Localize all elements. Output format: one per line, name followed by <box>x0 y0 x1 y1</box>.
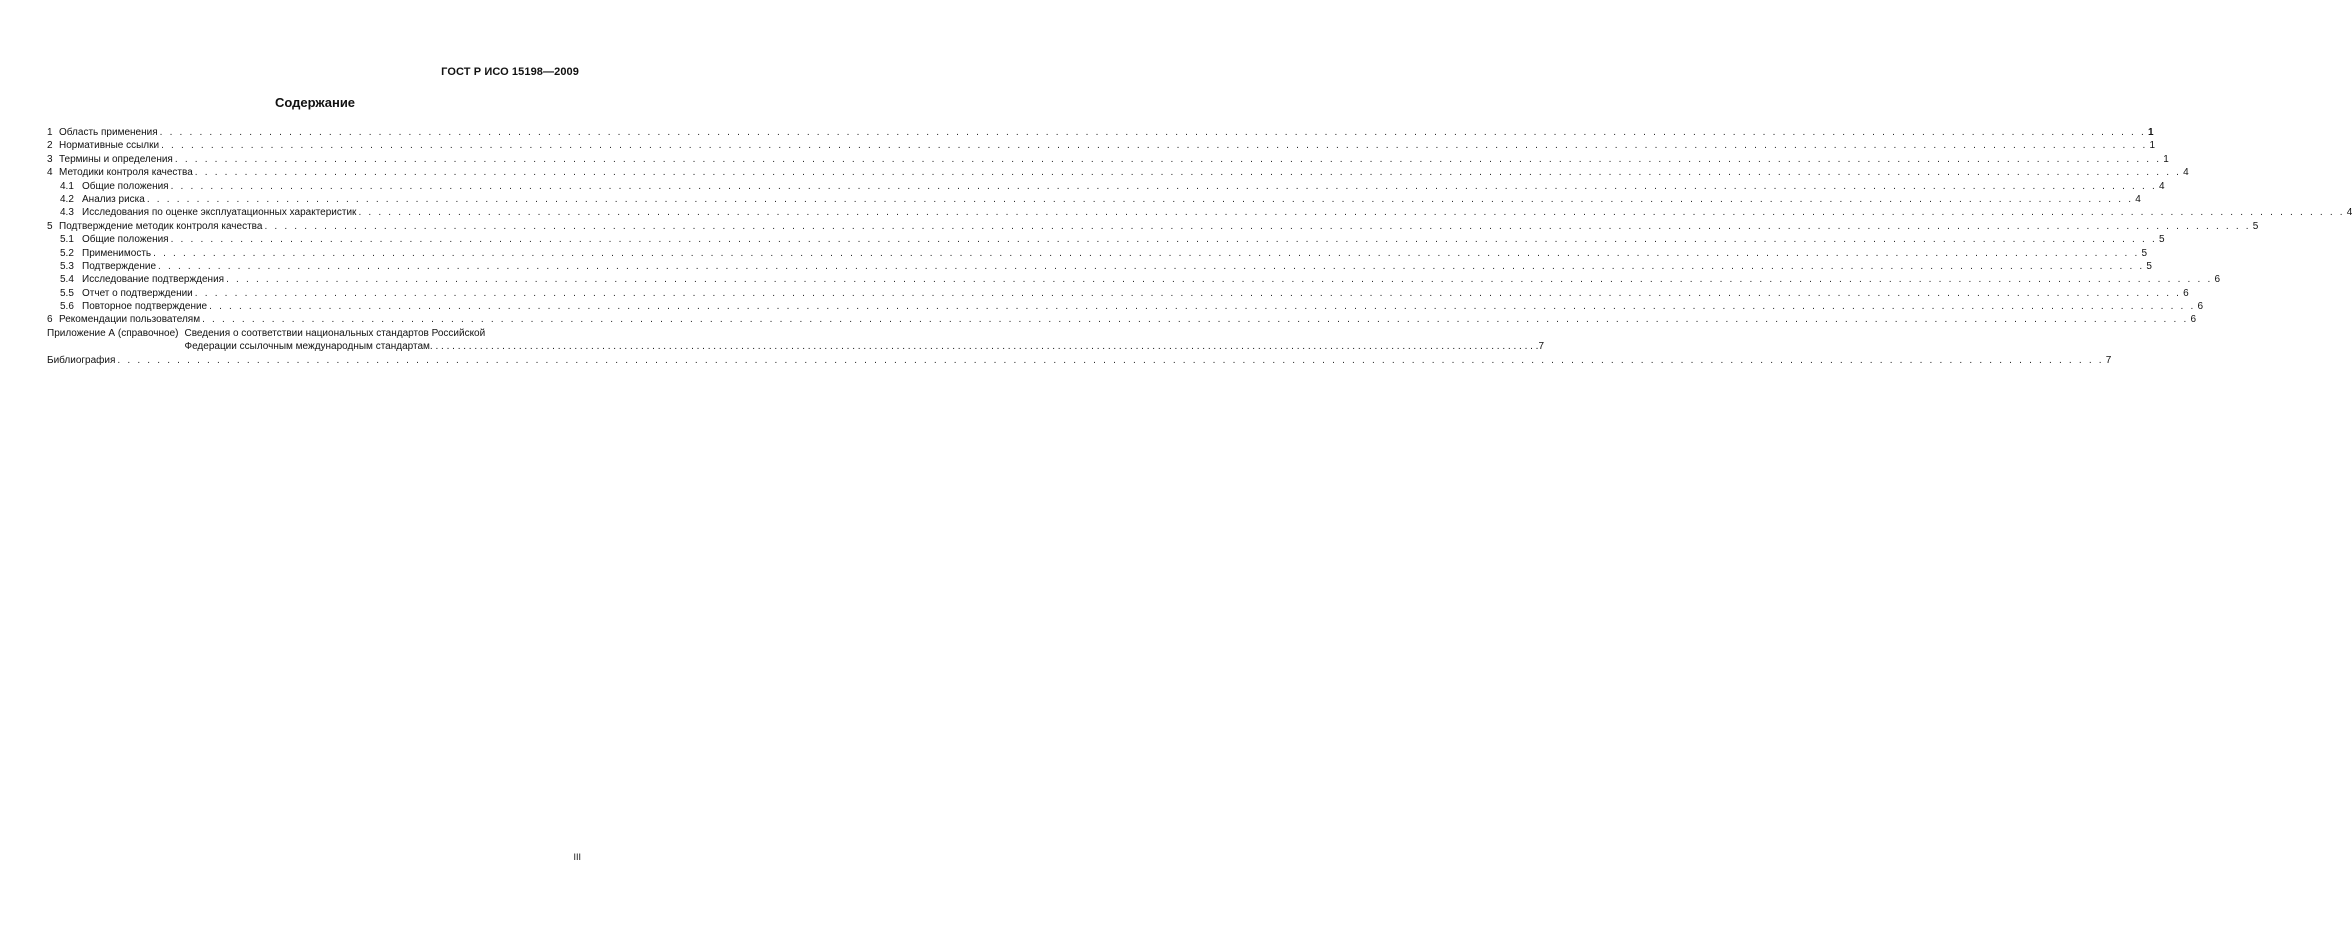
toc-entry-page: 6 <box>2214 274 2220 286</box>
toc-entry-number: 4.2 <box>60 193 74 205</box>
toc-entry-title: Отчет о подтверждении <box>82 287 193 299</box>
leader-dots: . . . . . . . . . . . . . . . . . . . . . . . . . . . . . . . . . . . . . . . . . . . . . . . . . . . . . . . . . . . . . . . . . . . . . . . . . . . . . . . . . . . . . . . . . . . . . . . . . . . . . . . . . . . . . . . . . . . . . . . . . . . . . . . . . . . . . . . . . . . . . . . . . . . . . . . . . . . . . . . . . . . . . . . . . . . . . . . . . . . . . . . . . . . . . . . . . . . . . . . . <box>161 140 2148 152</box>
toc-entry[interactable] <box>47 153 2169 166</box>
leader-dots: . . . . . . . . . . . . . . . . . . . . . . . . . . . . . . . . . . . . . . . . . . . . . . . . . . . . . . . . . . . . . . . . . . . . . . . . . . . . . . . . . . . . . . . . . . . . . . . . . . . . . . . . . . . . . . . . . . . . . . . . . . . . . . . . . . . . . . . . . . . . . . . . . . . . . . . . . . . . . . . . . . . . . . . . . . . . . . . . . . . . . . . . . . . . . . . . . . . . . . . . <box>358 207 2345 219</box>
toc-entry-number: 5.1 <box>60 234 74 246</box>
toc-entry-title: Подтверждение методик контроля качества <box>59 220 263 232</box>
toc-entry-title: Исследование подтверждения <box>82 274 225 286</box>
toc-entry-page: 1 <box>2149 140 2155 152</box>
toc-entry-page: 6 <box>2190 314 2196 326</box>
toc-entry[interactable] <box>47 126 2154 139</box>
toc-entry-title: Методики контроля качества <box>59 167 193 179</box>
toc-entry-number: 5.5 <box>60 287 74 299</box>
bibliography-title: Библиография <box>47 354 116 366</box>
toc-entry-number: 4 <box>47 167 53 179</box>
leader-dots: . . . . . . . . . . . . . . . . . . . . . . . . . . . . . . . . . . . . . . . . . . . . . . . . . . . . . . . . . . . . . . . . . . . . . . . . . . . . . . . . . . . . . . . . . . . . . . . . . . . . . . . . . . . . . . . . . . . . . . . . . . . . . . . . . . . . . . . . . . . . . . . . . . . . . . . . . . . . . . . . . . . . . . . . . . . . . . . . . . . . . . . . . . . . . . . . . . . . . . . . <box>194 287 2182 299</box>
leader-dots: . . . . . . . . . . . . . . . . . . . . . . . . . . . . . . . . . . . . . . . . . . . . . . . . . . . . . . . . . . . . . . . . . . . . . . . . . . . . . . . . . . . . . . . . . . . . . . . . . . . . . . . . . . . . . . . . . . . . . . . . . . . . . . . . . . . . . . . . . . . . . . . . . . . . . . . . . . . . . . . . . . . . . . . . . . . . . . . . . . . . . . . . . . . . . . . . . . . . . . . . <box>226 274 2213 286</box>
leader-dots: . . . . . . . . . . . . . . . . . . . . . . . . . . . . . . . . . . . . . . . . . . . . . . . . . . . . . . . . . . . . . . . . . . . . . . . . . . . . . . . . . . . . . . . . . . . . . . . . . . . . . . . . . . . . . . . . . . . . . . . . . . . . . . . . . . . . . . . . . . . . . . . . . . . . . . . . . . . . . . . . . . . . . . . . . . . . . . . . . . . . . . . . . . . . . . . . . . . . . . . . <box>117 354 2104 366</box>
leader-dots: . . . . . . . . . . . . . . . . . . . . . . . . . . . . . . . . . . . . . . . . . . . . . . . . . . . . . . . . . . . . . . . . . . . . . . . . . . . . . . . . . . . . . . . . . . . . . . . . . . . . . . . . . . . . . . . . . . . . . . . . . . . . . . . . . . . . . . . . . . . . . . . . . . . . . . . . . . . . . . . . . . . . . . . . . . . . . . . . . . . . . . . . . . . . . . . . . . . . . . . . <box>174 153 2162 165</box>
toc-entry-page: 1 <box>2163 153 2169 165</box>
leader-dots: . . . . . . . . . . . . . . . . . . . . . . . . . . . . . . . . . . . . . . . . . . . . . . . . . . . . . . . . . . . . . . . . . . . . . . . . . . . . . . . . . . . . . . . . . . . . . . . . . . . . . . . . . . . . . . . . . . . . . . . . . . . . . . . . . . . . . . . . . . . . . . . . . . . . . . . . . . . . . . . . . . . . . . . . . . . . . . . . . . . . . . . . . . . . . . . . . . . . . . . . <box>202 314 2189 326</box>
toc-entry[interactable] <box>47 287 2189 300</box>
toc-entry-number: 4.3 <box>60 207 74 219</box>
leader-dots: . . . . . . . . . . . . . . . . . . . . . . . . . . . . . . . . . . . . . . . . . . . . . . . . . . . . . . . . . . . . . . . . . . . . . . . . . . . . . . . . . . . . . . . . . . . . . . . . . . . . . . . . . . . . . . . . . . . . . . . . . . . . . . . . . . . . . . . . . . . . . . . . . . . . . . . . . . . . . . . . . . . . . . . . . . . . . . . . . . . . . . . . . . . . . . . . . . . . . . . . <box>194 167 2182 179</box>
toc-entry-title: Подтверждение <box>82 260 157 272</box>
leader-dots: . . . . . . . . . . . . . . . . . . . . . . . . . . . . . . . . . . . . . . . . . . . . . . . . . . . . . . . . . . . . . . . . . . . . . . . . . . . . . . . . . . . . . . . . . . . . . . . . . . . . . . . . . . . . . . . . . . . . . . . . . . . . . . . . . . . . . . . . . . . . . . . . . . . . . . . . . . . . . . . . . . . . . . . . . . . . . . . . . . . . . . . . . . . . . . . . . . . . . . . . <box>170 180 2157 192</box>
toc-entry-number: 1 <box>47 126 53 138</box>
toc-entry[interactable] <box>47 247 2148 260</box>
toc-bibliography-entry[interactable] <box>47 354 2112 367</box>
toc-entry-number: 5.3 <box>60 260 74 272</box>
toc-entry-number: 2 <box>47 140 53 152</box>
toc-entry[interactable] <box>47 273 2220 286</box>
leader-dots: . . . . . . . . . . . . . . . . . . . . . . . . . . . . . . . . . . . . . . . . . . . . . . . . . . . . . . . . . . . . . . . . . . . . . . . . . . . . . . . . . . . . . . . . . . . . . . . . . . . . . . . . . . . . . . . . . . . . . . . . . . . . . . . . . . . . . . . . . . . . . . . . . . . . . . . . . . . . . . . . . . . . . . . . . . . . . . . . . . . . . . . . . . . . . . . . . . . . . . . . <box>429 341 1539 353</box>
bibliography-page: 7 <box>2105 354 2112 366</box>
annex-page: 7 <box>1538 341 1545 353</box>
leader-dots: . . . . . . . . . . . . . . . . . . . . . . . . . . . . . . . . . . . . . . . . . . . . . . . . . . . . . . . . . . . . . . . . . . . . . . . . . . . . . . . . . . . . . . . . . . . . . . . . . . . . . . . . . . . . . . . . . . . . . . . . . . . . . . . . . . . . . . . . . . . . . . . . . . . . . . . . . . . . . . . . . . . . . . . . . . . . . . . . . . . . . . . . . . . . . . . . . . . . . . . . <box>209 301 2196 313</box>
toc-entry-page: 6 <box>2183 287 2189 299</box>
page-number: III <box>573 852 581 862</box>
toc-entry-title: Применимость <box>82 247 152 259</box>
toc-entry[interactable] <box>47 193 2141 206</box>
toc-entry-title: Исследования по оценке эксплуатационных характеристик <box>82 207 357 219</box>
toc-entry-number: 5.4 <box>60 274 74 286</box>
annex-title-line-1: Сведения о соответствии национальных стандартов Российской <box>184 327 486 339</box>
toc-entry-number: 6 <box>47 314 53 326</box>
toc-entry[interactable] <box>47 300 2204 313</box>
toc-entry-page: 5 <box>2252 220 2259 232</box>
toc-entry-title: Повторное подтверждение <box>82 301 208 313</box>
toc-entry-title: Общие положения <box>82 234 169 246</box>
toc-title: Содержание <box>274 95 356 110</box>
toc-entry-page: 1 <box>2148 126 2154 138</box>
toc-entry-number: 5.6 <box>60 301 74 313</box>
toc-entry[interactable] <box>47 180 2165 193</box>
toc-entry-number: 5.2 <box>60 247 74 259</box>
toc-entry[interactable] <box>47 260 2152 273</box>
toc-entry-page: 4 <box>2158 180 2165 192</box>
annex-label: Приложение А (справочное) <box>47 327 179 339</box>
toc-annex-entry[interactable] <box>47 327 1545 354</box>
toc-entry-page: 4 <box>2183 167 2189 179</box>
toc-entry[interactable] <box>47 220 2259 233</box>
toc-entry-title: Область применения <box>59 126 158 138</box>
toc-entry-page: 5 <box>2158 234 2165 246</box>
standard-code: ГОСТ Р ИСО 15198—2009 <box>441 66 579 78</box>
toc-entry-number: 5 <box>47 220 53 232</box>
leader-dots: . . . . . . . . . . . . . . . . . . . . . . . . . . . . . . . . . . . . . . . . . . . . . . . . . . . . . . . . . . . . . . . . . . . . . . . . . . . . . . . . . . . . . . . . . . . . . . . . . . . . . . . . . . . . . . . . . . . . . . . . . . . . . . . . . . . . . . . . . . . . . . . . . . . . . . . . . . . . . . . . . . . . . . . . . . . . . . . . . . . . . . . . . . . . . . . . . . . . . . . . <box>170 234 2157 246</box>
toc-entry-number: 3 <box>47 153 53 165</box>
toc-entry-number: 4.1 <box>60 180 74 192</box>
toc-entry-page: 4 <box>2135 193 2141 205</box>
toc-entry-title: Термины и определения <box>59 153 173 165</box>
toc-entry-page: 6 <box>2197 301 2204 313</box>
leader-dots: . . . . . . . . . . . . . . . . . . . . . . . . . . . . . . . . . . . . . . . . . . . . . . . . . . . . . . . . . . . . . . . . . . . . . . . . . . . . . . . . . . . . . . . . . . . . . . . . . . . . . . . . . . . . . . . . . . . . . . . . . . . . . . . . . . . . . . . . . . . . . . . . . . . . . . . . . . . . . . . . . . . . . . . . . . . . . . . . . . . . . . . . . . . . . . . . . . . . . . . . <box>158 260 2145 272</box>
toc-entry-title: Рекомендации пользователям <box>59 314 201 326</box>
toc-entry[interactable] <box>47 206 2352 219</box>
toc-entry-page: 5 <box>2146 260 2152 272</box>
toc-entry-page: 5 <box>2141 247 2148 259</box>
toc-entry[interactable] <box>47 233 2165 246</box>
toc-entry[interactable] <box>47 139 2155 152</box>
toc-entry-title: Нормативные ссылки <box>59 140 160 152</box>
leader-dots: . . . . . . . . . . . . . . . . . . . . . . . . . . . . . . . . . . . . . . . . . . . . . . . . . . . . . . . . . . . . . . . . . . . . . . . . . . . . . . . . . . . . . . . . . . . . . . . . . . . . . . . . . . . . . . . . . . . . . . . . . . . . . . . . . . . . . . . . . . . . . . . . . . . . . . . . . . . . . . . . . . . . . . . . . . . . . . . . . . . . . . . . . . . . . . . . . . . . . . . . <box>264 220 2251 232</box>
toc-entry-page: 4 <box>2346 207 2352 219</box>
leader-dots: . . . . . . . . . . . . . . . . . . . . . . . . . . . . . . . . . . . . . . . . . . . . . . . . . . . . . . . . . . . . . . . . . . . . . . . . . . . . . . . . . . . . . . . . . . . . . . . . . . . . . . . . . . . . . . . . . . . . . . . . . . . . . . . . . . . . . . . . . . . . . . . . . . . . . . . . . . . . . . . . . . . . . . . . . . . . . . . . . . . . . . . . . . . . . . . . . . . . . . . . <box>153 247 2140 259</box>
toc-entry[interactable] <box>47 313 2196 326</box>
leader-dots: . . . . . . . . . . . . . . . . . . . . . . . . . . . . . . . . . . . . . . . . . . . . . . . . . . . . . . . . . . . . . . . . . . . . . . . . . . . . . . . . . . . . . . . . . . . . . . . . . . . . . . . . . . . . . . . . . . . . . . . . . . . . . . . . . . . . . . . . . . . . . . . . . . . . . . . . . . . . . . . . . . . . . . . . . . . . . . . . . . . . . . . . . . . . . . . . . . . . . . . . <box>146 193 2134 205</box>
toc-entry-title: Анализ риска <box>82 193 145 205</box>
toc-entry[interactable] <box>47 166 2189 179</box>
annex-title-line-2: Федерации ссылочным международным стандартам <box>184 341 430 353</box>
toc-entry-title: Общие положения <box>82 180 169 192</box>
table-of-contents <box>47 126 2352 367</box>
leader-dots: . . . . . . . . . . . . . . . . . . . . . . . . . . . . . . . . . . . . . . . . . . . . . . . . . . . . . . . . . . . . . . . . . . . . . . . . . . . . . . . . . . . . . . . . . . . . . . . . . . . . . . . . . . . . . . . . . . . . . . . . . . . . . . . . . . . . . . . . . . . . . . . . . . . . . . . . . . . . . . . . . . . . . . . . . . . . . . . . . . . . . . . . . . . . . . . . . . . . . . . . <box>159 126 2146 138</box>
